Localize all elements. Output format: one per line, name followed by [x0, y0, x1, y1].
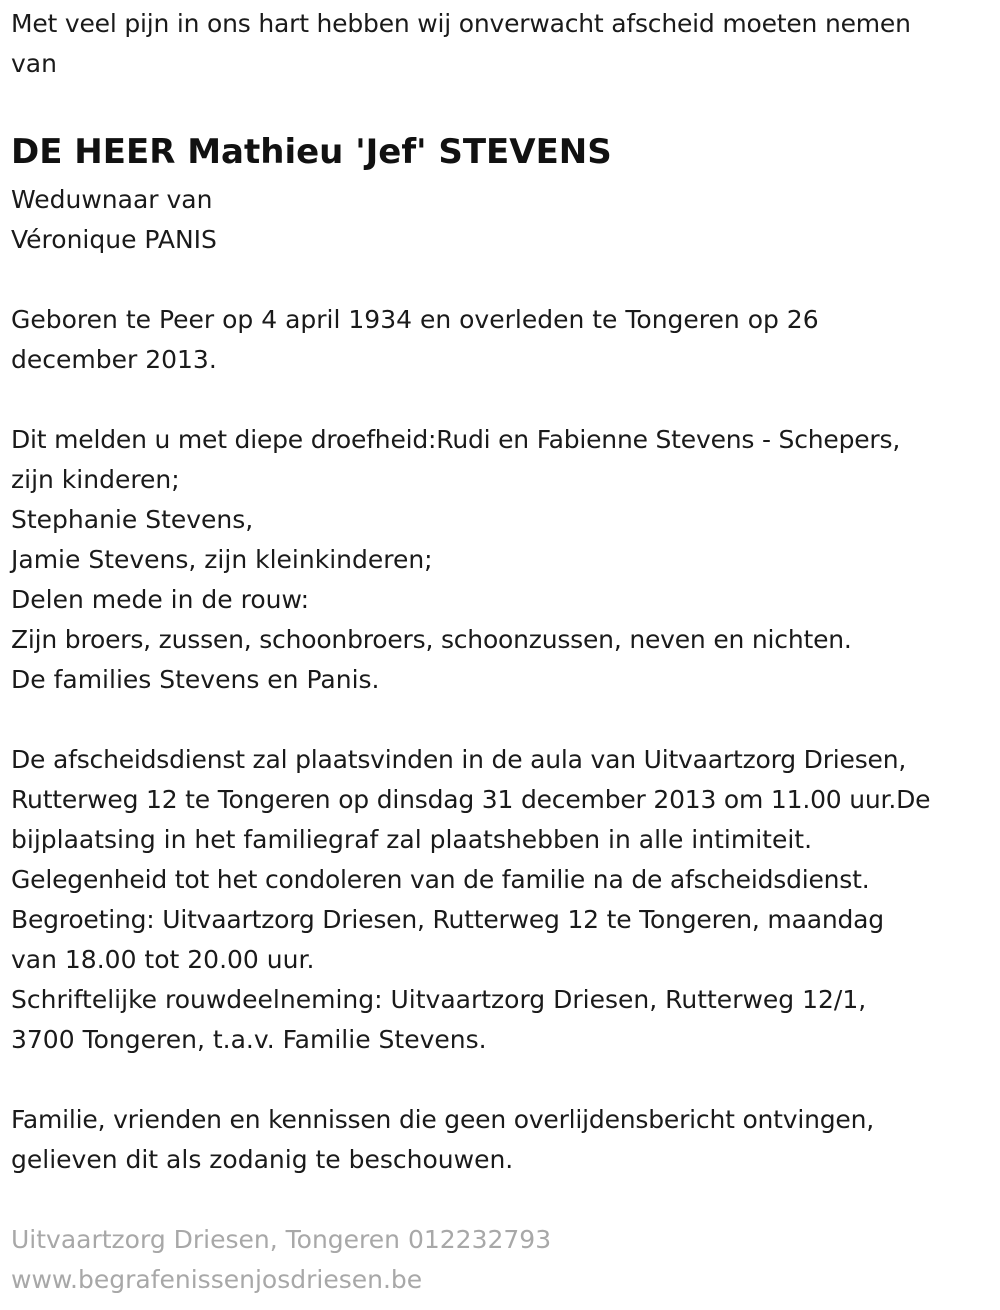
deceased-name: DE HEER Mathieu 'Jef' STEVENS	[11, 132, 612, 172]
spacer	[11, 84, 995, 124]
service-line: Schriftelijke rouwdeelneming: Uitvaartzorg Driesen, Rutterweg 12/1,	[11, 985, 867, 1014]
closing-line-2: gelieven dit als zodanig te beschouwen.	[11, 1145, 514, 1174]
family-line: zijn kinderen;	[11, 465, 180, 494]
closing-line-1: Familie, vrienden en kennissen die geen overlijdensbericht ontvingen,	[11, 1105, 875, 1134]
service-line: 3700 Tongeren, t.a.v. Familie Stevens.	[11, 1025, 487, 1054]
spacer	[11, 1060, 995, 1100]
service-line: bijplaatsing in het familiegraf zal plaatshebben in alle intimiteit.	[11, 825, 813, 854]
family-line: Delen mede in de rouw:	[11, 585, 309, 614]
family-line: Jamie Stevens, zijn kleinkinderen;	[11, 545, 433, 574]
footer-website-link[interactable]: www.begrafenissenjosdriesen.be	[11, 1265, 423, 1294]
relation-line-2: Véronique PANIS	[11, 225, 217, 254]
family-line: De families Stevens en Panis.	[11, 665, 380, 694]
family-line: Zijn broers, zussen, schoonbroers, schoonzussen, neven en nichten.	[11, 625, 852, 654]
service-line: Gelegenheid tot het condoleren van de familie na de afscheidsdienst.	[11, 865, 870, 894]
birth-death-line-1: Geboren te Peer op 4 april 1934 en overleden te Tongeren op 26	[11, 305, 819, 334]
spacer	[11, 260, 995, 300]
intro-line-1: Met veel pijn in ons hart hebben wij onverwacht afscheid moeten nemen	[11, 9, 911, 38]
birth-death-line-2: december 2013.	[11, 345, 217, 374]
footer-company: Uitvaartzorg Driesen, Tongeren 012232793	[11, 1225, 552, 1254]
family-line: Stephanie Stevens,	[11, 505, 254, 534]
spacer	[11, 1180, 995, 1220]
service-line: De afscheidsdienst zal plaatsvinden in de aula van Uitvaartzorg Driesen,	[11, 745, 907, 774]
relation-line-1: Weduwnaar van	[11, 185, 213, 214]
service-line: van 18.00 tot 20.00 uur.	[11, 945, 315, 974]
service-line: Rutterweg 12 te Tongeren op dinsdag 31 december 2013 om 11.00 uur.De	[11, 785, 931, 814]
service-line: Begroeting: Uitvaartzorg Driesen, Rutterweg 12 te Tongeren, maandag	[11, 905, 884, 934]
family-line: Dit melden u met diepe droefheid:Rudi en Fabienne Stevens - Schepers,	[11, 425, 901, 454]
obituary-notice	[11, 4, 995, 1300]
intro-line-2: van	[11, 49, 57, 78]
spacer	[11, 700, 995, 740]
spacer	[11, 380, 995, 420]
